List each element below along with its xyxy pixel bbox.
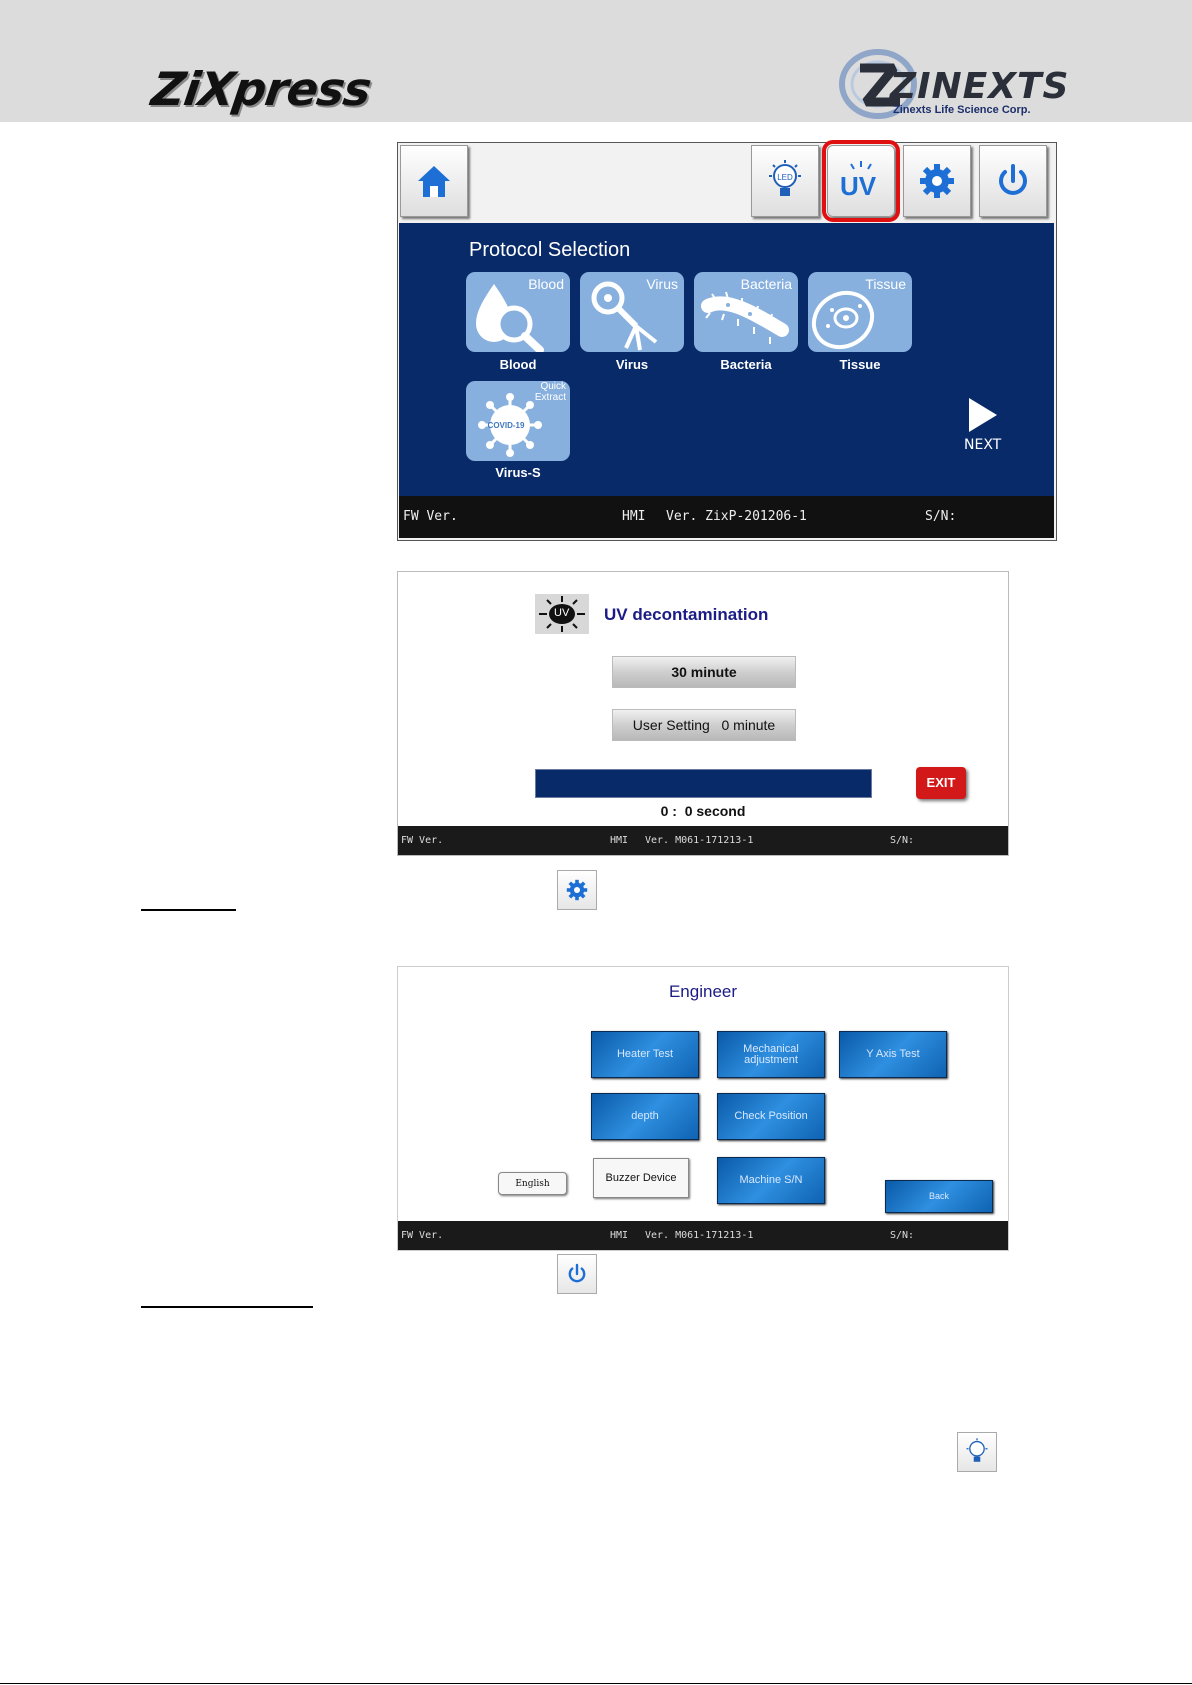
uv-label: UV (840, 171, 877, 201)
panel-title: Protocol Selection (469, 239, 631, 261)
brand-logo: ZiXpress (148, 62, 374, 116)
user-setting-button[interactable]: User Setting 0 minute (612, 709, 796, 741)
uv-lamp-label: UV (554, 607, 570, 619)
uv-decontamination-screen (397, 571, 1009, 856)
uv-button[interactable] (827, 145, 895, 217)
power-button[interactable] (979, 145, 1047, 217)
buzzer-device-button[interactable]: Buzzer Device (593, 1158, 689, 1198)
gear-icon (917, 161, 957, 201)
y-axis-test-button[interactable]: Y Axis Test (839, 1031, 947, 1078)
blood-tile[interactable] (466, 272, 570, 352)
serial-number: S/N: (925, 509, 957, 524)
svg-text:LED: LED (777, 173, 793, 182)
tile-label: Quick Extract (534, 381, 566, 403)
preset-30-minute-button[interactable]: 30 minute (612, 656, 796, 688)
hmi-version: Ver. ZixP-201206-1 (666, 509, 807, 524)
tile-caption: Tissue (839, 357, 881, 372)
next-arrow-icon[interactable] (967, 396, 999, 434)
heater-test-button[interactable]: Heater Test (591, 1031, 699, 1078)
exit-button[interactable]: EXIT (916, 767, 966, 799)
serial-number: S/N: (890, 1230, 915, 1241)
settings-button-small (557, 870, 597, 910)
tile-caption: Bacteria (720, 357, 772, 372)
section-underline (141, 909, 236, 911)
depth-button[interactable]: depth (591, 1093, 699, 1140)
power-icon (993, 161, 1033, 201)
tile-label: Blood (528, 276, 564, 292)
tissue-tile[interactable] (808, 272, 912, 352)
led-bulb-icon (764, 158, 806, 204)
hmi-label: HMI (622, 509, 646, 524)
protocol-panel (399, 223, 1054, 496)
bacteria-icon (698, 286, 794, 350)
led-bulb-icon (963, 1437, 991, 1467)
tile-caption: Blood (499, 357, 537, 372)
cell-icon (810, 282, 880, 350)
led-button-small (957, 1432, 997, 1472)
footer-rule (0, 1683, 1192, 1684)
uv-title: UV decontamination (604, 605, 769, 624)
machine-sn-button[interactable]: Machine S/N (717, 1157, 825, 1204)
led-button[interactable] (751, 145, 819, 217)
home-button[interactable] (400, 145, 468, 217)
tile-label: Virus (646, 276, 678, 292)
company-subtitle: Zinexts Life Science Corp. (893, 104, 1031, 116)
protocol-selection-screen (397, 142, 1057, 541)
elapsed-timer: 0 : 0 second (660, 803, 746, 819)
serial-number: S/N: (890, 835, 915, 846)
virus-s-tile[interactable] (466, 381, 570, 461)
settings-button[interactable] (903, 145, 971, 217)
hmi-label: HMI (610, 1230, 629, 1241)
virus-tile[interactable] (580, 272, 684, 352)
gear-icon (565, 878, 589, 902)
language-button[interactable]: English (498, 1172, 567, 1195)
section-underline (141, 1306, 313, 1308)
tile-label: Tissue (865, 276, 906, 292)
power-icon (565, 1262, 589, 1286)
bacteria-tile[interactable] (694, 272, 798, 352)
uv-progress-bar (535, 769, 872, 798)
engineer-title: Engineer (668, 982, 738, 1001)
fw-version: FW Ver. (403, 509, 458, 524)
status-bar (399, 496, 1054, 538)
power-button-small (557, 1254, 597, 1294)
tile-label: Bacteria (740, 276, 792, 292)
tile-caption: Virus-S (495, 465, 541, 480)
back-button[interactable]: Back (885, 1180, 993, 1213)
next-label[interactable]: NEXT (964, 437, 1002, 453)
fw-version: FW Ver. (401, 1230, 444, 1241)
uv-lamp-icon (535, 594, 589, 634)
check-position-button[interactable]: Check Position (717, 1093, 825, 1140)
hmi-version: Ver. M061-171213-1 (645, 835, 754, 846)
blood-drop-icon (470, 280, 550, 352)
company-name: ZINEXTS (890, 66, 1070, 107)
covid-badge: COVID-19 (487, 421, 525, 430)
mechanical-adjustment-button[interactable]: Mechanical adjustment (717, 1031, 825, 1078)
engineer-screen (397, 966, 1009, 1251)
virus-icon (584, 278, 664, 352)
fw-version: FW Ver. (401, 835, 444, 846)
hmi-version: Ver. M061-171213-1 (645, 1230, 754, 1241)
hmi-label: HMI (610, 835, 629, 846)
tile-caption: Virus (615, 357, 649, 372)
status-bar (398, 826, 1008, 855)
status-bar (398, 1221, 1008, 1250)
home-icon (414, 161, 454, 201)
